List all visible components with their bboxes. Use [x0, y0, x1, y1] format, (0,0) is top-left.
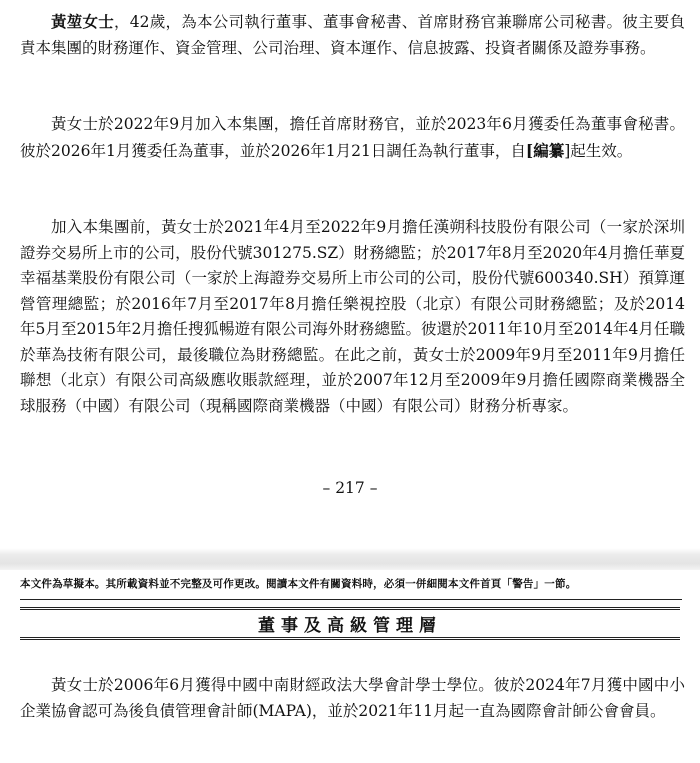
director-name: 黃堃女士: [51, 12, 115, 31]
paragraph-appointment: [20, 112, 685, 164]
section-title: 董事及高級管理層: [258, 616, 442, 636]
page-separator: [0, 548, 700, 570]
header-rule: [20, 599, 682, 600]
paragraph-text: 加入本集團前，黃女士於2021年4月至2022年9月擔任漢朔科技股份有限公司（一家於深圳證券交易所上市的公司，股份代號301275.SZ）財務總監；於2017年8月至2020年4月擔任華夏幸福基業股份有限公司（一家於上海證券交易所上市公司的公司，股份代號600340.SH）預算運營管理總監；於2016年7月至2017年8月擔任樂視控股（北京）有限公司財務總監；及於2014年5月至2015年2月擔任搜狐暢遊有限公司海外財務總監。彼還於2011年10月至2014年4月任職於華為技術有限公司，最後職位為財務總監。在此之前，黃女士於2009年9月至2011年9月擔任聯想（北京）有限公司高級應收賬款經理，並於2007年12月至2009年9月擔任國際商業機器全球服務（中國）有限公司（現稱國際商業機器（中國）有限公司）財務分析專家。: [20, 218, 685, 415]
paragraph-text: 黃女士於2022年9月加入本集團，擔任首席財務官，並於2023年6月獲委任為董事會秘書。彼於2026年1月獲委任為董事，並於2026年1月21日調任為執行董事，自: [20, 115, 685, 160]
redaction-placeholder: 編纂: [533, 140, 565, 160]
redaction-bracket-close: ]: [564, 141, 571, 160]
paragraph-career-history: [20, 215, 685, 419]
paragraph-text: ，42歲，為本公司執行董事、董事會秘書、首席財務官兼聯席公司秘書。彼主要負責本集團的財務運作、資金管理、公司治理、資本運作、信息披露、投資者關係及證券事務。: [20, 13, 685, 57]
document-page-next: [0, 570, 700, 763]
page-number: – 217 –: [322, 479, 378, 497]
paragraph-profile-intro: [20, 9, 685, 61]
paragraph-text: 黃女士於2006年6月獲得中國中南財經政法大學會計學士學位。彼於2024年7月獲中國中小企業協會認可為後負債管理會計師(MAPA)，並於2021年11月起一直為國際會計師公會會員。: [20, 676, 685, 720]
section-header: [20, 607, 680, 640]
draft-disclaimer: 本文件為草擬本。其所載資料並不完整及可作更改。閱讀本文件有關資料時，必須一併細閱本文件首頁「警告」一節。: [20, 578, 577, 590]
redaction-bracket-open: [: [525, 140, 534, 160]
paragraph-education: [20, 673, 685, 724]
paragraph-text-end: 起生效。: [570, 141, 633, 160]
